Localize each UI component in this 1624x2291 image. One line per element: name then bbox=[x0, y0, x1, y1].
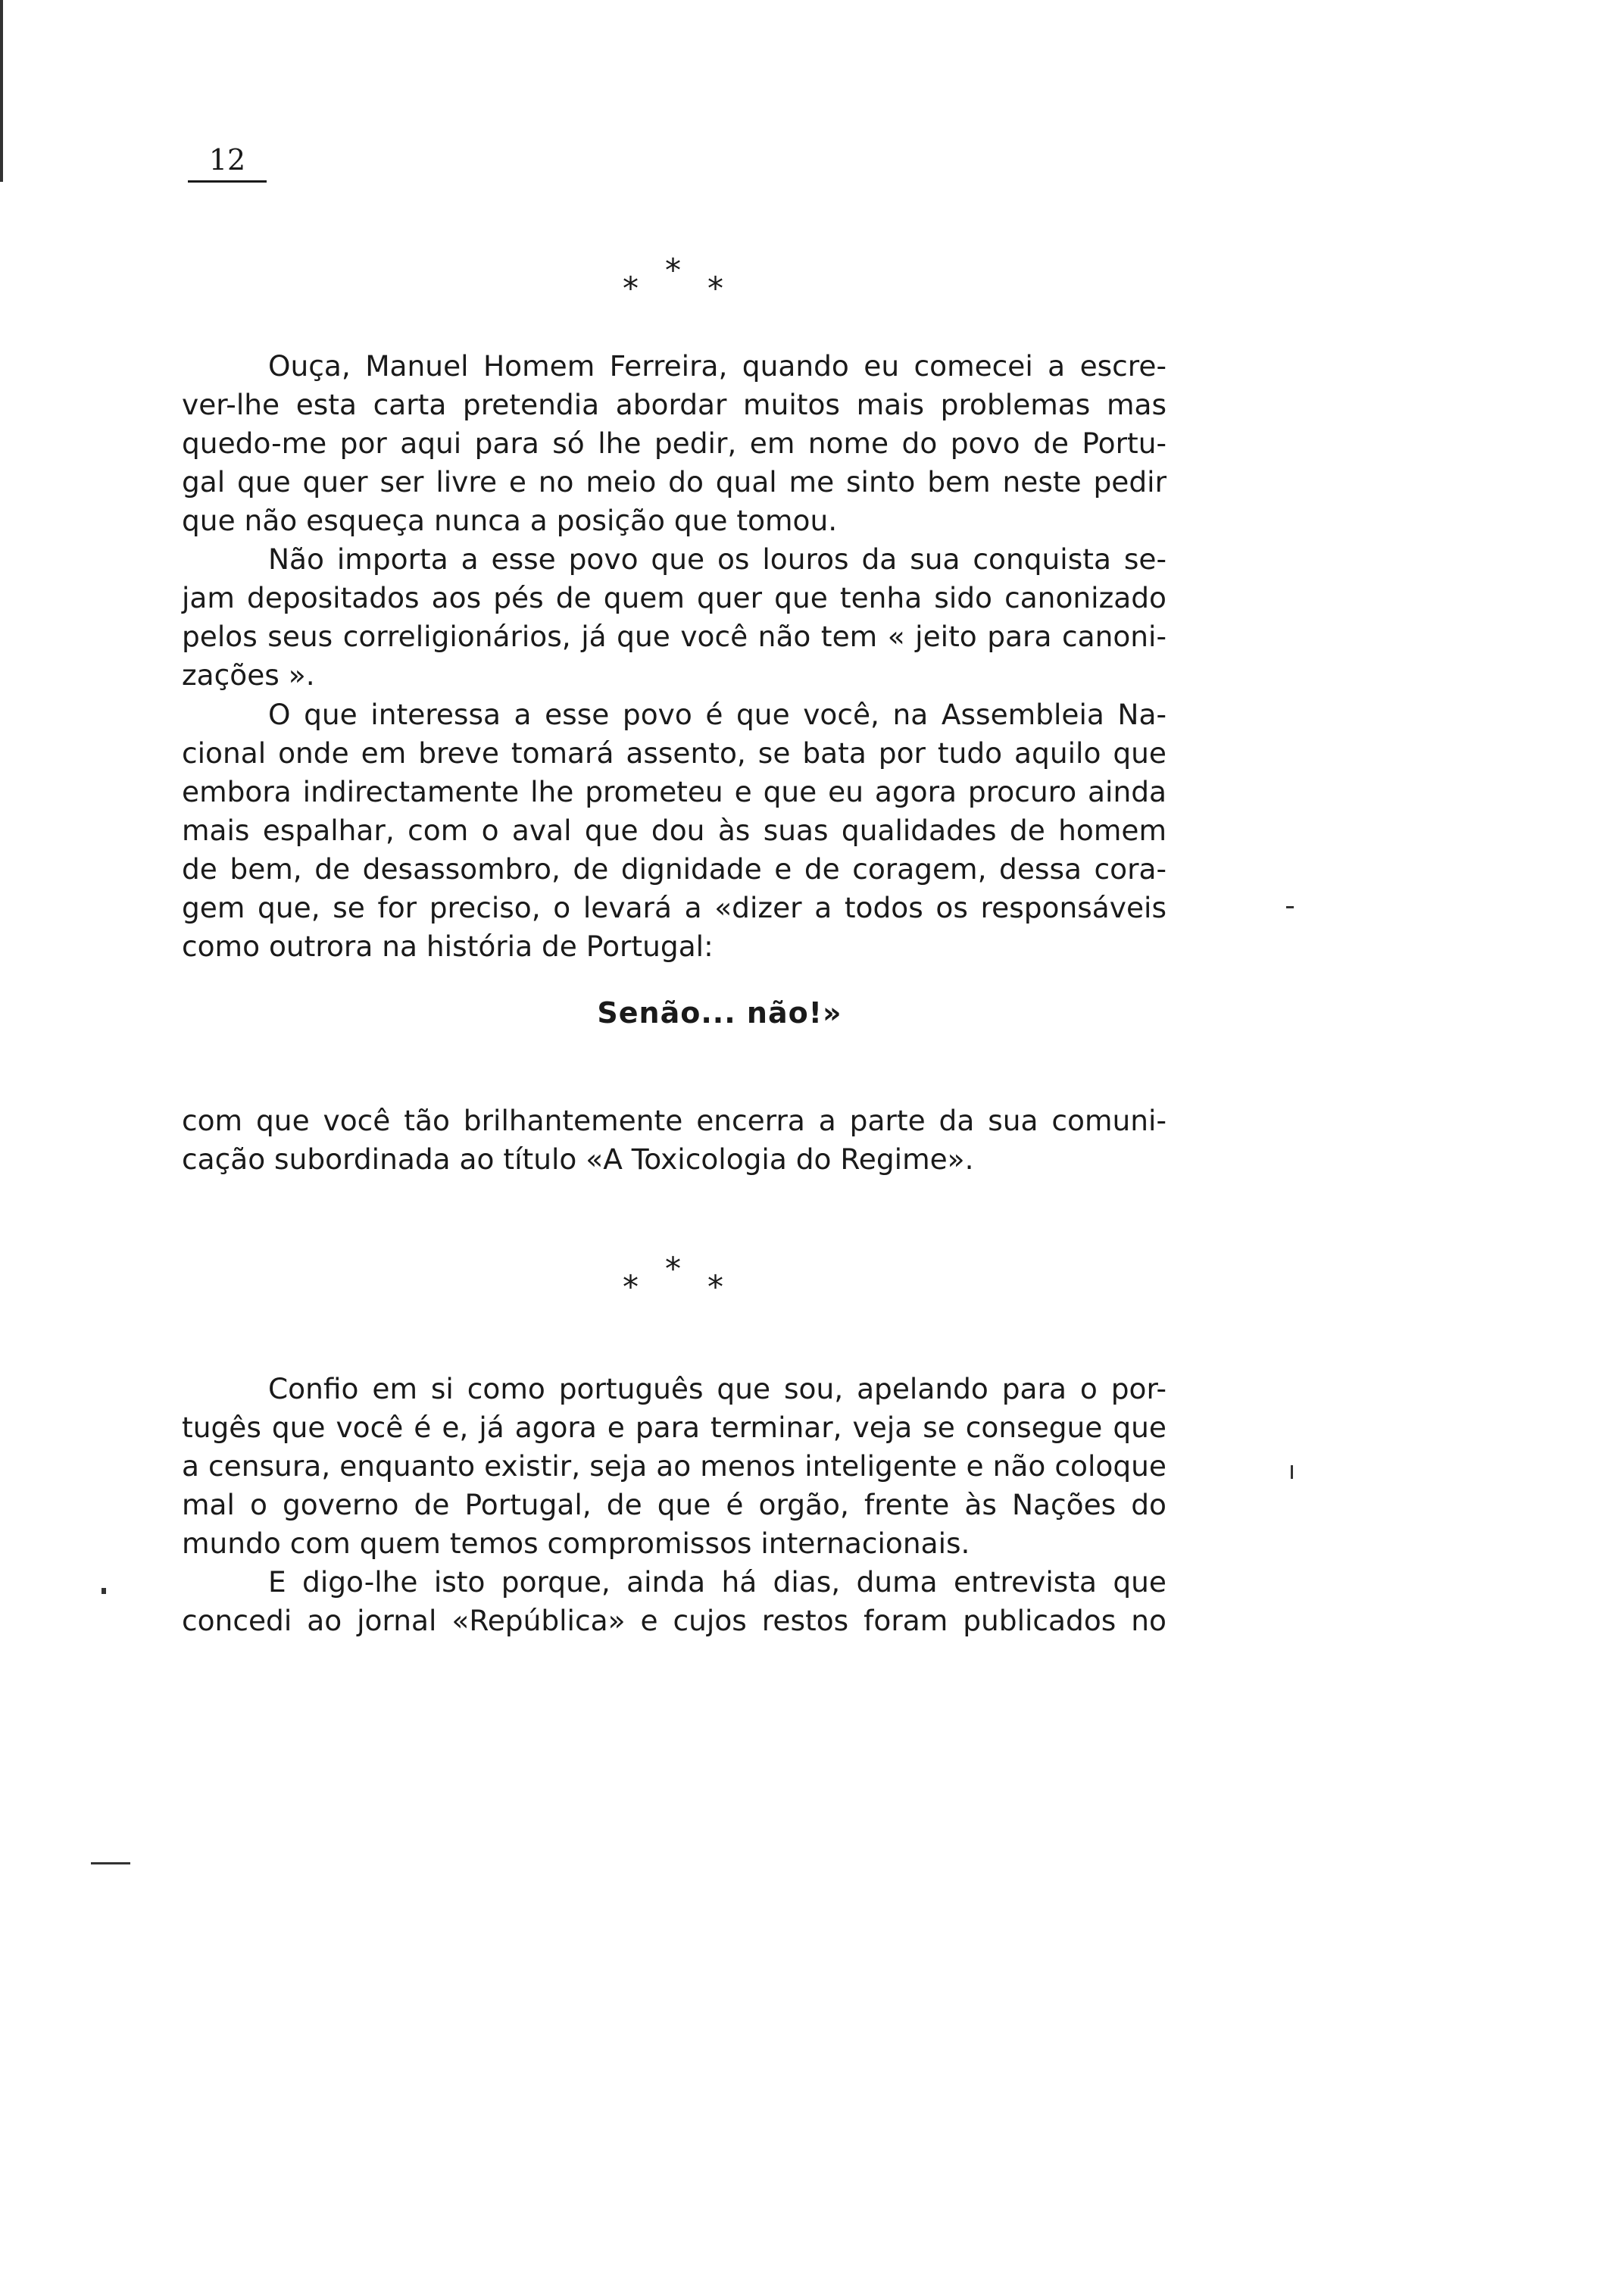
asterisk: * bbox=[623, 1268, 639, 1305]
text-line: de bem, de desassombro, de dignidade e de coragem, dessa cora- bbox=[182, 852, 1166, 886]
text-line: E digo-lhe isto porque, ainda há dias, duma entrevista que bbox=[268, 1565, 1166, 1599]
text-line: mal o governo de Portugal, de que é orgão, frente às Nações do bbox=[182, 1488, 1166, 1521]
text-line: como outrora na história de Portugal: bbox=[182, 930, 714, 963]
text-line: cação subordinada ao título «A Toxicologia do Regime». bbox=[182, 1142, 974, 1176]
text-line: Confio em si como português que sou, apelando para o por- bbox=[268, 1372, 1166, 1405]
paragraph-1 bbox=[182, 347, 1166, 540]
page-number: 12 bbox=[208, 143, 246, 177]
scan-speck bbox=[102, 1588, 106, 1594]
scan-edge-mark bbox=[0, 0, 3, 182]
text-line: zações ». bbox=[182, 658, 315, 692]
text-line: gem que, se for preciso, o levará a «dizer a todos os responsáveis bbox=[182, 891, 1166, 924]
section-separator-1 bbox=[615, 252, 736, 308]
text-line: mundo com quem temos compromissos internacionais. bbox=[182, 1527, 970, 1560]
page-number-underline bbox=[188, 180, 267, 183]
paragraph-3 bbox=[182, 695, 1166, 966]
emphasis-quote: Senão... não!» bbox=[597, 996, 842, 1030]
text-line: cional onde em breve tomará assento, se bata por tudo aquilo que bbox=[182, 736, 1166, 770]
paragraph-6 bbox=[182, 1563, 1166, 1640]
scan-speck bbox=[1286, 906, 1294, 908]
asterisk: * bbox=[707, 1268, 723, 1305]
paragraph-4 bbox=[182, 1102, 1166, 1179]
scan-speck bbox=[1291, 1465, 1293, 1479]
text-line: Não importa a esse povo que os louros da sua conquista se- bbox=[268, 542, 1166, 576]
paragraph-2 bbox=[182, 540, 1166, 695]
asterisk: * bbox=[707, 270, 723, 307]
section-separator-2 bbox=[615, 1250, 736, 1306]
scan-dash-mark bbox=[91, 1862, 130, 1864]
text-line: Ouça, Manuel Homem Ferreira, quando eu comecei a escre- bbox=[268, 349, 1166, 383]
text-line: mais espalhar, com o aval que dou às suas qualidades de homem bbox=[182, 814, 1166, 847]
text-line: jam depositados aos pés de quem quer que tenha sido canonizado bbox=[182, 581, 1166, 614]
asterisk: * bbox=[665, 1250, 681, 1287]
text-line: ver-lhe esta carta pretendia abordar muitos mais problemas mas bbox=[182, 388, 1166, 421]
asterisk: * bbox=[623, 270, 639, 307]
asterisk: * bbox=[665, 252, 681, 289]
text-line: concedi ao jornal «República» e cujos restos foram publicados no bbox=[182, 1604, 1166, 1637]
text-line: embora indirectamente lhe prometeu e que eu agora procuro ainda bbox=[182, 775, 1166, 808]
text-line: pelos seus correligionários, já que você não tem « jeito para canoni- bbox=[182, 620, 1166, 653]
text-line: quedo-me por aqui para só lhe pedir, em nome do povo de Portu- bbox=[182, 427, 1166, 460]
text-line: gal que quer ser livre e no meio do qual me sinto bem neste pedir bbox=[182, 465, 1166, 499]
text-line: que não esqueça nunca a posição que tomou. bbox=[182, 504, 838, 537]
text-line: O que interessa a esse povo é que você, na Assembleia Na- bbox=[268, 698, 1166, 731]
text-line: a censura, enquanto existir, seja ao menos inteligente e não coloque bbox=[182, 1449, 1166, 1483]
paragraph-5 bbox=[182, 1370, 1166, 1563]
text-line: com que você tão brilhantemente encerra a parte da sua comuni- bbox=[182, 1104, 1166, 1137]
text-line: tugês que você é e, já agora e para terminar, veja se consegue que bbox=[182, 1411, 1166, 1444]
